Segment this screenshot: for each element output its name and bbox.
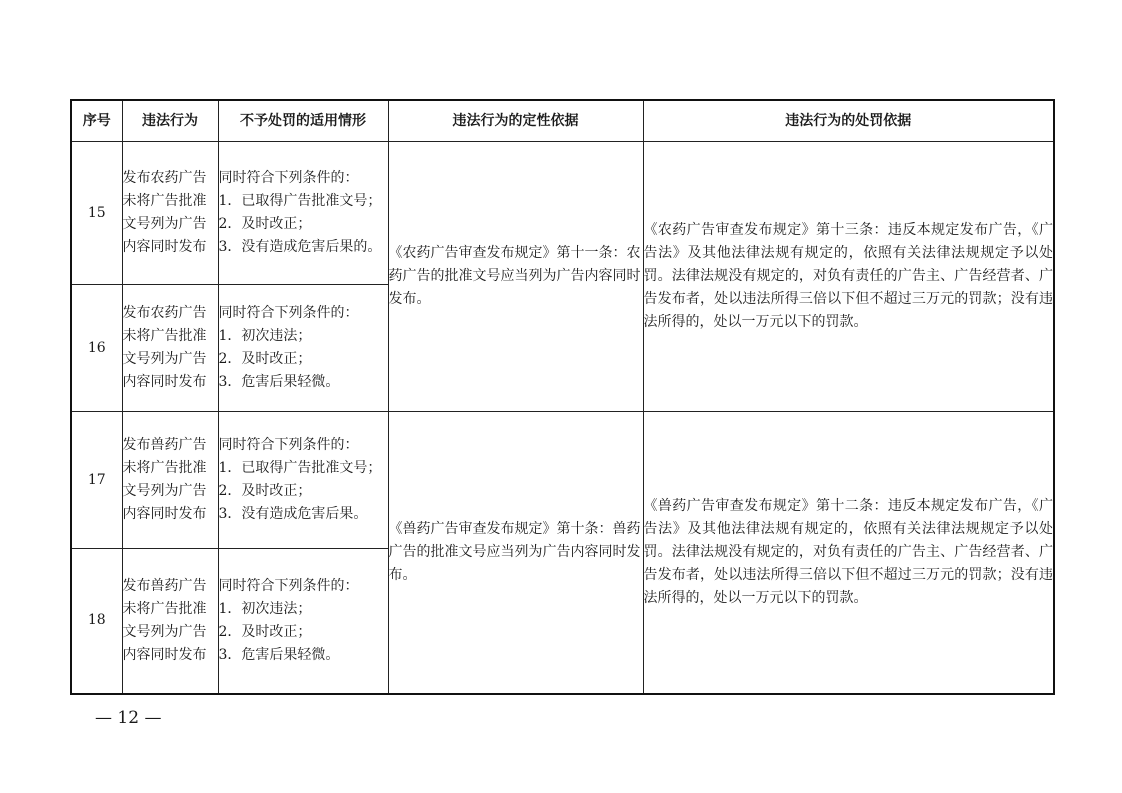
violation-act: 发布兽药广告未将广告批准文号列为广告内容同时发布 [122,412,218,549]
table-row [71,142,1054,285]
condition-line: 2．及时改正； [218,216,312,232]
condition-line: 1．初次违法； [218,600,312,617]
violation-act: 发布农药广告未将广告批准文号列为广告内容同时发布 [122,142,218,285]
page-number: — 12 — [95,708,162,728]
condition-line: 3．危害后果轻微。 [218,646,340,663]
header-no: 序号 [71,100,122,142]
header-row [71,100,1054,142]
condition-line: 3．没有造成危害后果的。 [218,239,382,255]
header-act: 违法行为 [122,100,218,142]
condition-line: 2．及时改正； [218,351,312,367]
legal-basis: 《兽药广告审查发布规定》第十条：兽药广告的批准文号应当列为广告内容同时发布。 [388,412,643,694]
condition-line: 同时符合下列条件的： [218,437,359,453]
row-number: 15 [71,142,122,285]
header-penalty: 违法行为的处罚依据 [643,100,1054,142]
violation-act: 发布农药广告未将广告批准文号列为广告内容同时发布 [122,285,218,412]
condition-line: 3．危害后果轻微。 [218,374,340,390]
condition-line: 同时符合下列条件的： [218,577,359,594]
penalty-table [70,99,1055,695]
condition-line: 1．已取得广告批准文号； [218,460,382,476]
exemption-conditions [218,549,388,694]
header-cond: 不予处罚的适用情形 [218,100,388,142]
header-basis: 违法行为的定性依据 [388,100,643,142]
condition-line: 2．及时改正； [218,483,312,499]
penalty-basis: 《农药广告审查发布规定》第十三条：违反本规定发布广告，《广告法》及其他法律法规有规定的，依照有关法律法规规定予以处罚。法律法规没有规定的，对负有责任的广告主、广告经营者、广告发布者，处以违法所得三倍以下但不超过三万元的罚款；没有违法所得的，处以一万元以下的罚款。 [643,142,1054,412]
exemption-conditions [218,412,388,549]
condition-line: 同时符合下列条件的： [218,305,359,321]
penalty-basis: 《兽药广告审查发布规定》第十二条：违反本规定发布广告，《广告法》及其他法律法规有规定的，依照有关法律法规规定予以处罚。法律法规没有规定的，对负有责任的广告主、广告经营者、广告发布者，处以违法所得三倍以下但不超过三万元的罚款；没有违法所得的，处以一万元以下的罚款。 [643,412,1054,694]
condition-line: 1．已取得广告批准文号； [218,193,382,209]
row-number: 16 [71,285,122,412]
legal-basis: 《农药广告审查发布规定》第十一条：农药广告的批准文号应当列为广告内容同时发布。 [388,142,643,412]
table-row [71,412,1054,549]
condition-line: 3．没有造成危害后果。 [218,506,368,522]
exemption-conditions [218,285,388,412]
condition-line: 2．及时改正； [218,623,312,640]
exemption-conditions [218,142,388,285]
row-number: 18 [71,549,122,694]
row-number: 17 [71,412,122,549]
condition-line: 同时符合下列条件的： [218,170,359,186]
violation-act: 发布兽药广告未将广告批准文号列为广告内容同时发布 [122,549,218,694]
condition-line: 1．初次违法； [218,328,312,344]
